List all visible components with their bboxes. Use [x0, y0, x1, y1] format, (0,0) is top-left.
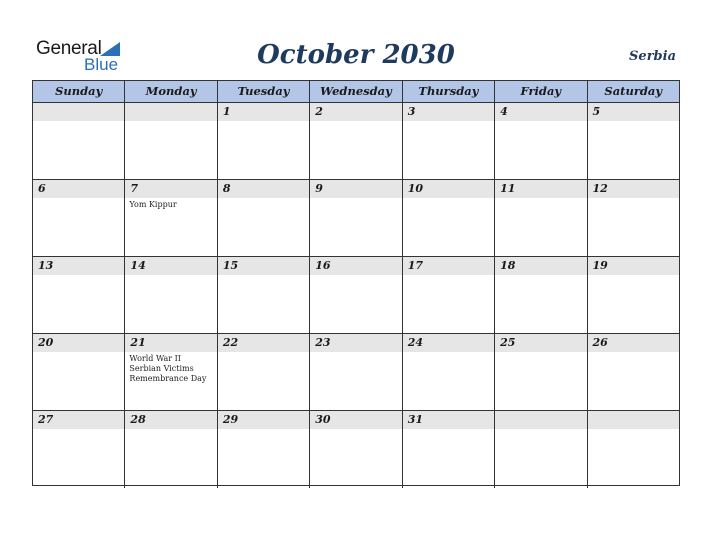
day-cell: [33, 257, 125, 333]
day-header-bar: [310, 103, 401, 121]
day-number: 11: [500, 182, 516, 195]
weekday-sunday: Sunday: [33, 81, 125, 102]
day-number: 7: [130, 182, 139, 195]
holiday-event: Yom Kippur: [129, 200, 177, 209]
day-number: 18: [500, 259, 516, 272]
day-number: 12: [592, 182, 608, 195]
day-number: 15: [222, 259, 239, 272]
day-number: 21: [130, 336, 146, 349]
day-number: 19: [592, 259, 608, 272]
day-number: 13: [38, 259, 54, 272]
day-header-bar: [125, 103, 216, 121]
day-header-bar: [495, 103, 586, 121]
day-number: 30: [315, 413, 331, 426]
day-number: 16: [315, 259, 331, 272]
day-cell: [495, 103, 587, 179]
day-cell: [125, 103, 217, 179]
calendar-week-row: [33, 180, 679, 257]
weekday-saturday: Saturday: [604, 84, 663, 98]
day-number: 9: [315, 182, 323, 195]
day-cell: [218, 180, 310, 256]
calendar-week-row: [33, 257, 679, 334]
day-cell: [495, 257, 587, 333]
day-number: 22: [222, 336, 239, 349]
day-number: 3: [407, 105, 416, 118]
weekday-friday: Friday: [495, 81, 587, 102]
day-header-bar: [588, 103, 679, 121]
day-header-bar: [125, 180, 216, 198]
weekday-wednesday: Wednesday: [310, 81, 402, 102]
day-header-bar: [218, 180, 309, 198]
day-cell: [588, 334, 679, 410]
day-number: 8: [222, 182, 231, 195]
day-cell: [310, 257, 402, 333]
weekday-header-row: [33, 81, 679, 103]
day-cell: [588, 103, 679, 179]
day-cell: [403, 103, 495, 179]
day-cell: [33, 103, 125, 179]
day-header-bar: [310, 180, 401, 198]
day-number: 1: [222, 105, 231, 118]
day-number: 28: [130, 413, 146, 426]
holiday-event: World War II Serbian Victims Remembrance Day: [129, 354, 207, 383]
day-cell: [218, 411, 310, 488]
day-cell: [310, 180, 402, 256]
day-cell: [218, 257, 310, 333]
day-cell: [495, 180, 587, 256]
day-number: 26: [592, 336, 608, 349]
day-cell: [310, 334, 402, 410]
day-cell: [33, 411, 125, 488]
day-cell: [403, 334, 495, 410]
day-header-bar: [403, 103, 494, 121]
day-number: 6: [38, 182, 46, 195]
day-number: 24: [407, 336, 423, 349]
weekday-thursday: Thursday: [403, 81, 495, 102]
day-cell: [218, 103, 310, 179]
day-cell: [33, 180, 125, 256]
day-number: 14: [130, 259, 146, 272]
day-cell: [495, 334, 587, 410]
day-number: 25: [500, 336, 516, 349]
day-number: 2: [315, 105, 323, 118]
day-number: 29: [222, 413, 239, 426]
day-header-bar: [495, 411, 586, 429]
calendar-title: October 2030: [257, 40, 455, 70]
day-cell: [33, 334, 125, 410]
day-number: 10: [407, 182, 423, 195]
day-number: 5: [592, 105, 601, 118]
day-cell: [125, 334, 217, 410]
logo-text-general: General: [36, 38, 102, 59]
logo-text-blue: Blue: [84, 55, 119, 74]
day-cell: [495, 411, 587, 488]
day-cell: [588, 411, 679, 488]
country-label: Serbia: [629, 49, 676, 64]
day-cell: [403, 411, 495, 488]
calendar-grid: [32, 80, 680, 486]
day-cell: [125, 411, 217, 488]
day-header-bar: [588, 411, 679, 429]
day-number: 31: [407, 413, 423, 426]
day-cell: [125, 257, 217, 333]
day-cell: [588, 257, 679, 333]
weekday-monday: Monday: [125, 81, 217, 102]
calendar-week-row: [33, 334, 679, 411]
day-number: 20: [38, 336, 54, 349]
day-cell: [588, 180, 679, 256]
day-cell: [218, 334, 310, 410]
day-cell: [310, 411, 402, 488]
day-header-bar: [218, 103, 309, 121]
day-number: 23: [315, 336, 331, 349]
day-header-bar: [33, 180, 124, 198]
day-cell: [310, 103, 402, 179]
day-cell: [403, 257, 495, 333]
calendar-week-row: [33, 411, 679, 488]
day-header-bar: [33, 103, 124, 121]
calendar-week-row: [33, 103, 679, 180]
day-cell: [125, 180, 217, 256]
weekday-tuesday: Tuesday: [218, 81, 310, 102]
day-number: 17: [407, 259, 423, 272]
day-number: 4: [500, 105, 508, 118]
day-cell: [403, 180, 495, 256]
day-number: 27: [38, 413, 54, 426]
weeks-container: [33, 103, 679, 488]
